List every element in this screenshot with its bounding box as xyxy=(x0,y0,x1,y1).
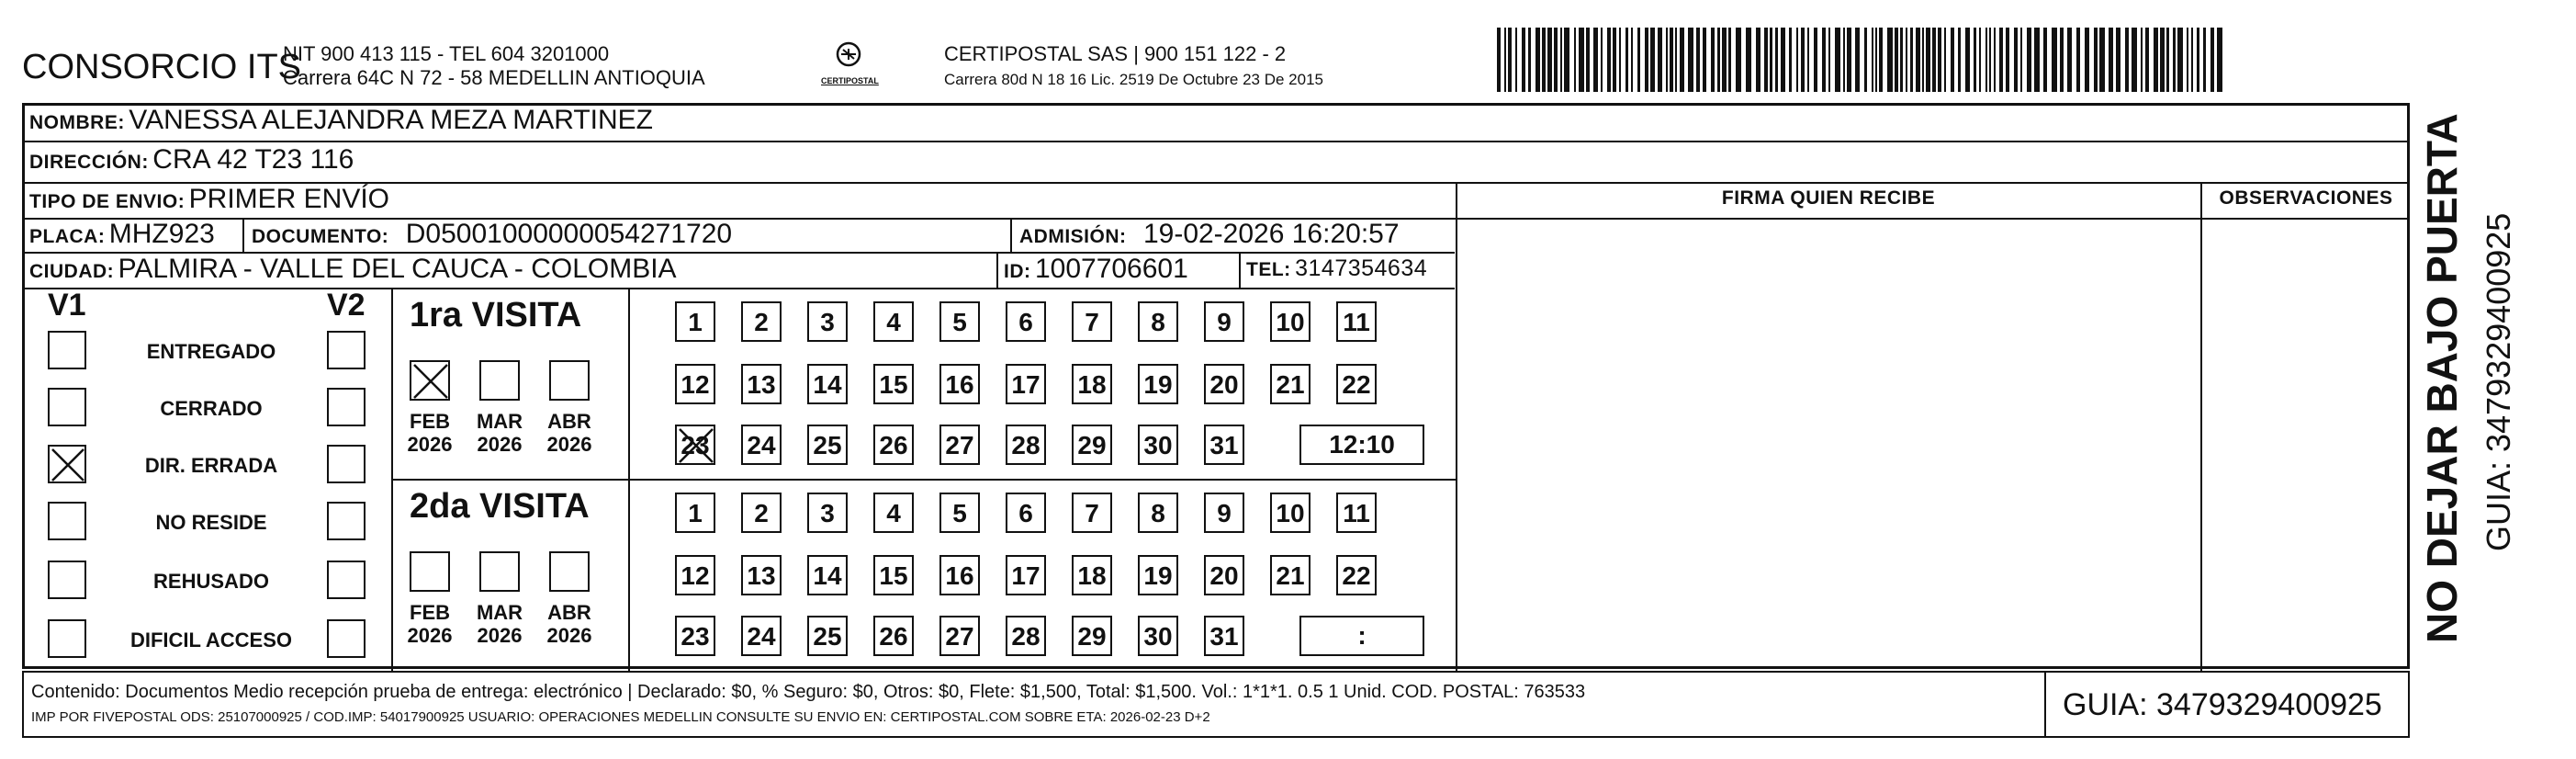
barcode-bar xyxy=(1801,28,1805,92)
day-box: 2 xyxy=(741,493,782,533)
month-checkbox xyxy=(410,360,450,401)
footer-print-info: IMP POR FIVEPOSTAL ODS: 25107000925 / COD.IMP: 54017900925 USUARIO: OPERACIONES MEDELLIN CONSULTE SU ENVIO EN: CERTIPOSTAL.COM SOBRE ETA: 2026-02-23 D+2 xyxy=(31,709,1210,725)
barcode-bar xyxy=(1601,28,1603,92)
v1-checkbox xyxy=(48,445,86,483)
barcode-bar xyxy=(2166,28,2169,92)
ciudad-label: CIUDAD: xyxy=(29,261,115,282)
month-label: MAR 2026 xyxy=(476,601,523,647)
day-box: 31 xyxy=(1204,616,1244,656)
barcode-bar xyxy=(1579,28,1584,92)
barcode-bar xyxy=(1696,28,1700,92)
day-box: 18 xyxy=(1072,555,1112,595)
carrier-license: Carrera 80d N 18 16 Lic. 2519 De Octubre 23 De 2015 xyxy=(944,71,1323,88)
cross-mark-icon xyxy=(411,362,452,402)
barcode-bar xyxy=(1625,28,1628,92)
day-box: 6 xyxy=(1006,493,1046,533)
barcode-bar xyxy=(2197,28,2199,92)
day-box: 29 xyxy=(1072,425,1112,465)
documento-value: D05001000000054271720 xyxy=(405,219,733,249)
day-box: 1 xyxy=(675,493,715,533)
day-box: 9 xyxy=(1204,493,1244,533)
month-label: ABR 2026 xyxy=(546,601,592,647)
admision-label: ADMISIÓN: xyxy=(1019,226,1127,247)
barcode-bar xyxy=(1989,28,1991,92)
status-option-label: NO RESIDE xyxy=(155,511,267,534)
day-box: 25 xyxy=(807,616,848,656)
v2-checkbox xyxy=(327,388,366,426)
day-box: 2 xyxy=(741,301,782,342)
day-box: 15 xyxy=(873,555,914,595)
barcode-bar xyxy=(2141,28,2143,92)
footer-content: Contenido: Documentos Medio recepción prueba de entrega: electrónico | Declarado: $0, % Seguro: $0, Otros: $0, Flete: $1,500, Total: $1,500. Vol.: 1*1*1. 0.5 1 Unid. COD. POSTAL: 763533 xyxy=(31,682,1586,702)
barcode-bar xyxy=(1508,28,1512,92)
barcode-bar xyxy=(1864,28,1867,92)
carrier-name: CERTIPOSTAL SAS | 900 151 122 - 2 xyxy=(944,42,1287,65)
day-box: 30 xyxy=(1138,616,1178,656)
tel-label: TEL: xyxy=(1246,259,1291,280)
certipostal-logo xyxy=(821,40,879,85)
barcode-bar xyxy=(1619,28,1621,92)
barcode-bar xyxy=(1528,28,1531,92)
barcode-bar xyxy=(1564,28,1569,92)
barcode-bar xyxy=(1879,28,1883,92)
barcode-bar xyxy=(1932,28,1936,92)
day-box: 8 xyxy=(1138,493,1178,533)
barcode-bar xyxy=(1938,28,1941,92)
cross-mark-icon xyxy=(50,447,88,485)
placa-label: PLACA: xyxy=(29,226,106,247)
day-box: 10 xyxy=(1270,301,1310,342)
side-guia: GUIA: 3479329400925 xyxy=(2480,212,2517,551)
v2-checkbox xyxy=(327,331,366,369)
day-box: 22 xyxy=(1336,364,1377,404)
observaciones-header: OBSERVACIONES xyxy=(2219,187,2393,209)
barcode xyxy=(1497,28,2222,92)
barcode-bar xyxy=(1828,28,1830,92)
day-box: 5 xyxy=(939,493,980,533)
day-box: 28 xyxy=(1006,425,1046,465)
day-box: 7 xyxy=(1072,493,1112,533)
barcode-bar xyxy=(1688,28,1693,92)
tipo-envio-value: PRIMER ENVÍO xyxy=(188,184,390,214)
barcode-bar xyxy=(1593,28,1598,92)
barcode-bar xyxy=(1926,28,1930,92)
barcode-bar xyxy=(1875,28,1877,92)
id-label: ID: xyxy=(1004,261,1031,282)
barcode-bar xyxy=(1951,28,1954,92)
v1-checkbox xyxy=(48,561,86,599)
day-box: 14 xyxy=(807,555,848,595)
day-box: 7 xyxy=(1072,301,1112,342)
barcode-bar xyxy=(1631,28,1633,92)
day-box: 26 xyxy=(873,616,914,656)
month-label: MAR 2026 xyxy=(476,410,523,456)
admision-value: 19-02-2026 16:20:57 xyxy=(1142,219,1400,249)
day-box: 26 xyxy=(873,425,914,465)
barcode-bar xyxy=(1965,28,1970,92)
day-box: 11 xyxy=(1336,301,1377,342)
status-option-label: DIFICIL ACCESO xyxy=(129,629,292,651)
barcode-bar xyxy=(2109,28,2113,92)
day-box: 6 xyxy=(1006,301,1046,342)
day-box: 27 xyxy=(939,425,980,465)
barcode-bar xyxy=(2132,28,2137,92)
recipient-address: CRA 42 T23 116 xyxy=(152,144,354,175)
barcode-bar xyxy=(1922,28,1924,92)
barcode-bar xyxy=(2187,28,2188,92)
side-warning: NO DEJAR BAJO PUERTA xyxy=(2418,113,2466,643)
barcode-bar xyxy=(1847,28,1851,92)
barcode-bar xyxy=(1547,28,1552,92)
month-label: ABR 2026 xyxy=(546,410,592,456)
barcode-bar xyxy=(1645,28,1648,92)
barcode-bar xyxy=(1906,28,1907,92)
day-box: 27 xyxy=(939,616,980,656)
day-box: 25 xyxy=(807,425,848,465)
day-box: 14 xyxy=(807,364,848,404)
barcode-bar xyxy=(2217,28,2222,92)
barcode-bar xyxy=(1822,28,1826,92)
barcode-bar xyxy=(1770,28,1772,92)
barcode-bar xyxy=(1985,28,1987,92)
month-checkbox xyxy=(410,551,450,592)
day-box: 22 xyxy=(1336,555,1377,595)
day-box: 11 xyxy=(1336,493,1377,533)
cross-mark-icon xyxy=(677,426,717,467)
barcode-bar xyxy=(1887,28,1893,92)
barcode-bar xyxy=(1554,28,1558,92)
barcode-bar xyxy=(1650,28,1655,92)
barcode-bar xyxy=(1670,28,1673,92)
barcode-bar xyxy=(1666,28,1668,92)
month-checkbox xyxy=(479,360,520,401)
barcode-bar xyxy=(1944,28,1946,92)
v2-checkbox xyxy=(327,561,366,599)
recipient-name: VANESSA ALEJANDRA MEZA MARTINEZ xyxy=(129,105,653,135)
month-label: FEB 2026 xyxy=(407,601,453,647)
barcode-bar xyxy=(2085,28,2089,92)
barcode-bar xyxy=(2191,28,2193,92)
status-option-label: REHUSADO xyxy=(153,570,269,593)
visit1-title: 1ra VISITA xyxy=(410,296,582,334)
barcode-bar xyxy=(1522,28,1525,92)
barcode-bar xyxy=(2020,28,2022,92)
v1-checkbox xyxy=(48,502,86,540)
v2-header: V2 xyxy=(327,288,366,323)
day-box: 9 xyxy=(1204,301,1244,342)
month-checkbox xyxy=(549,551,590,592)
day-box: 28 xyxy=(1006,616,1046,656)
barcode-bar xyxy=(2145,28,2149,92)
month-checkbox xyxy=(479,551,520,592)
footer-guia: GUIA: 3479329400925 xyxy=(2063,687,2382,722)
barcode-bar xyxy=(2125,28,2129,92)
visit-time: : xyxy=(1299,616,1424,656)
company-name: CONSORCIO ITS xyxy=(22,48,302,86)
day-box: 24 xyxy=(741,425,782,465)
barcode-bar xyxy=(2177,28,2183,92)
barcode-bar xyxy=(1979,28,1981,92)
barcode-bar xyxy=(1775,28,1778,92)
barcode-bar xyxy=(1658,28,1662,92)
day-box: 23 xyxy=(675,616,715,656)
day-box: 5 xyxy=(939,301,980,342)
barcode-bar xyxy=(1542,28,1546,92)
barcode-bar xyxy=(2160,28,2165,92)
month-checkbox xyxy=(549,360,590,401)
barcode-bar xyxy=(2006,28,2009,92)
barcode-bar xyxy=(1895,28,1898,92)
barcode-bar xyxy=(1872,28,1873,92)
day-box: 18 xyxy=(1072,364,1112,404)
day-box: 17 xyxy=(1006,555,1046,595)
day-box: 13 xyxy=(741,555,782,595)
firma-header: FIRMA QUIEN RECIBE xyxy=(1721,187,1936,209)
v2-checkbox xyxy=(327,502,366,540)
visit2-title: 2da VISITA xyxy=(410,487,590,526)
day-box: 16 xyxy=(939,364,980,404)
direccion-label: DIRECCIÓN: xyxy=(29,152,149,173)
v1-checkbox xyxy=(48,388,86,426)
barcode-bar xyxy=(1796,28,1798,92)
barcode-bar xyxy=(1703,28,1706,92)
v1-header: V1 xyxy=(48,288,86,323)
barcode-bar xyxy=(1958,28,1961,92)
v2-checkbox xyxy=(327,445,366,483)
barcode-bar xyxy=(1789,28,1792,92)
v2-checkbox xyxy=(327,619,366,658)
barcode-bar xyxy=(1504,28,1506,92)
barcode-bar xyxy=(1756,28,1760,92)
day-box: 24 xyxy=(741,616,782,656)
day-box: 12 xyxy=(675,555,715,595)
barcode-bar xyxy=(1843,28,1845,92)
visit-time: 12:10 xyxy=(1299,425,1424,465)
barcode-bar xyxy=(2099,28,2105,92)
barcode-bar xyxy=(1974,28,1976,92)
day-box: 17 xyxy=(1006,364,1046,404)
day-box: 8 xyxy=(1138,301,1178,342)
barcode-bar xyxy=(1807,28,1809,92)
barcode-bar xyxy=(1637,28,1640,92)
nombre-label: NOMBRE: xyxy=(29,112,125,133)
barcode-bar xyxy=(1781,28,1785,92)
status-option-label: ENTREGADO xyxy=(146,340,276,363)
barcode-bar xyxy=(2043,28,2047,92)
day-box: 10 xyxy=(1270,493,1310,533)
day-box: 4 xyxy=(873,493,914,533)
barcode-bar xyxy=(1722,28,1727,92)
v1-checkbox xyxy=(48,619,86,658)
barcode-bar xyxy=(1999,28,2003,92)
day-box: 30 xyxy=(1138,425,1178,465)
barcode-bar xyxy=(1680,28,1684,92)
barcode-bar xyxy=(1814,28,1817,92)
company-address: Carrera 64C N 72 - 58 MEDELLIN ANTIOQUIA xyxy=(283,66,705,89)
day-box: 21 xyxy=(1270,364,1310,404)
documento-label: DOCUMENTO: xyxy=(252,226,389,247)
barcode-bar xyxy=(2060,28,2064,92)
barcode-bar xyxy=(1607,28,1611,92)
barcode-bar xyxy=(2034,28,2040,92)
barcode-bar xyxy=(1586,28,1590,92)
barcode-bar xyxy=(2173,28,2176,92)
barcode-bar xyxy=(1497,28,1501,92)
day-box: 19 xyxy=(1138,555,1178,595)
v1-checkbox xyxy=(48,331,86,369)
placa-value: MHZ923 xyxy=(108,219,215,249)
day-box: 29 xyxy=(1072,616,1112,656)
logo-icon xyxy=(830,40,867,72)
logo-text: CERTIPOSTAL xyxy=(821,76,879,85)
day-box: 19 xyxy=(1138,364,1178,404)
day-box: 23 xyxy=(675,425,715,465)
barcode-bar xyxy=(2027,28,2031,92)
day-box: 3 xyxy=(807,493,848,533)
ciudad-value: PALMIRA - VALLE DEL CAUCA - COLOMBIA xyxy=(118,254,677,284)
barcode-bar xyxy=(2076,28,2080,92)
barcode-bar xyxy=(1711,28,1715,92)
barcode-bar xyxy=(2067,28,2072,92)
tipo-envio-label: TIPO DE ENVIO: xyxy=(29,191,186,212)
day-box: 13 xyxy=(741,364,782,404)
day-box: 15 xyxy=(873,364,914,404)
barcode-bar xyxy=(2210,28,2214,92)
barcode-bar xyxy=(1728,28,1731,92)
company-nit: NIT 900 413 115 - TEL 604 3201000 xyxy=(283,42,610,65)
barcode-bar xyxy=(1736,28,1741,92)
day-box: 12 xyxy=(675,364,715,404)
id-value: 1007706601 xyxy=(1034,254,1188,284)
month-label: FEB 2026 xyxy=(407,410,453,456)
barcode-bar xyxy=(1574,28,1576,92)
barcode-bar xyxy=(2154,28,2158,92)
barcode-bar xyxy=(2094,28,2098,92)
barcode-bar xyxy=(1910,28,1913,92)
barcode-bar xyxy=(1764,28,1768,92)
barcode-bar xyxy=(1515,28,1517,92)
barcode-bar xyxy=(2052,28,2057,92)
barcode-bar xyxy=(1560,28,1562,92)
barcode-bar xyxy=(1717,28,1720,92)
day-box: 31 xyxy=(1204,425,1244,465)
day-box: 20 xyxy=(1204,555,1244,595)
barcode-bar xyxy=(1835,28,1840,92)
barcode-bar xyxy=(1916,28,1920,92)
day-box: 3 xyxy=(807,301,848,342)
barcode-bar xyxy=(1746,28,1751,92)
barcode-bar xyxy=(1535,28,1540,92)
barcode-bar xyxy=(2116,28,2120,92)
barcode-bar xyxy=(1994,28,1996,92)
barcode-bar xyxy=(1855,28,1860,92)
barcode-bar xyxy=(1900,28,1903,92)
footer-box xyxy=(22,671,2410,738)
day-box: 20 xyxy=(1204,364,1244,404)
tel-value: 3147354634 xyxy=(1295,255,1428,281)
status-option-label: DIR. ERRADA xyxy=(144,454,278,477)
day-box: 1 xyxy=(675,301,715,342)
barcode-bar xyxy=(2014,28,2018,92)
barcode-bar xyxy=(2203,28,2206,92)
barcode-bar xyxy=(1675,28,1677,92)
day-box: 4 xyxy=(873,301,914,342)
day-box: 16 xyxy=(939,555,980,595)
barcode-bar xyxy=(1613,28,1616,92)
status-option-label: CERRADO xyxy=(160,397,263,420)
day-box: 21 xyxy=(1270,555,1310,595)
